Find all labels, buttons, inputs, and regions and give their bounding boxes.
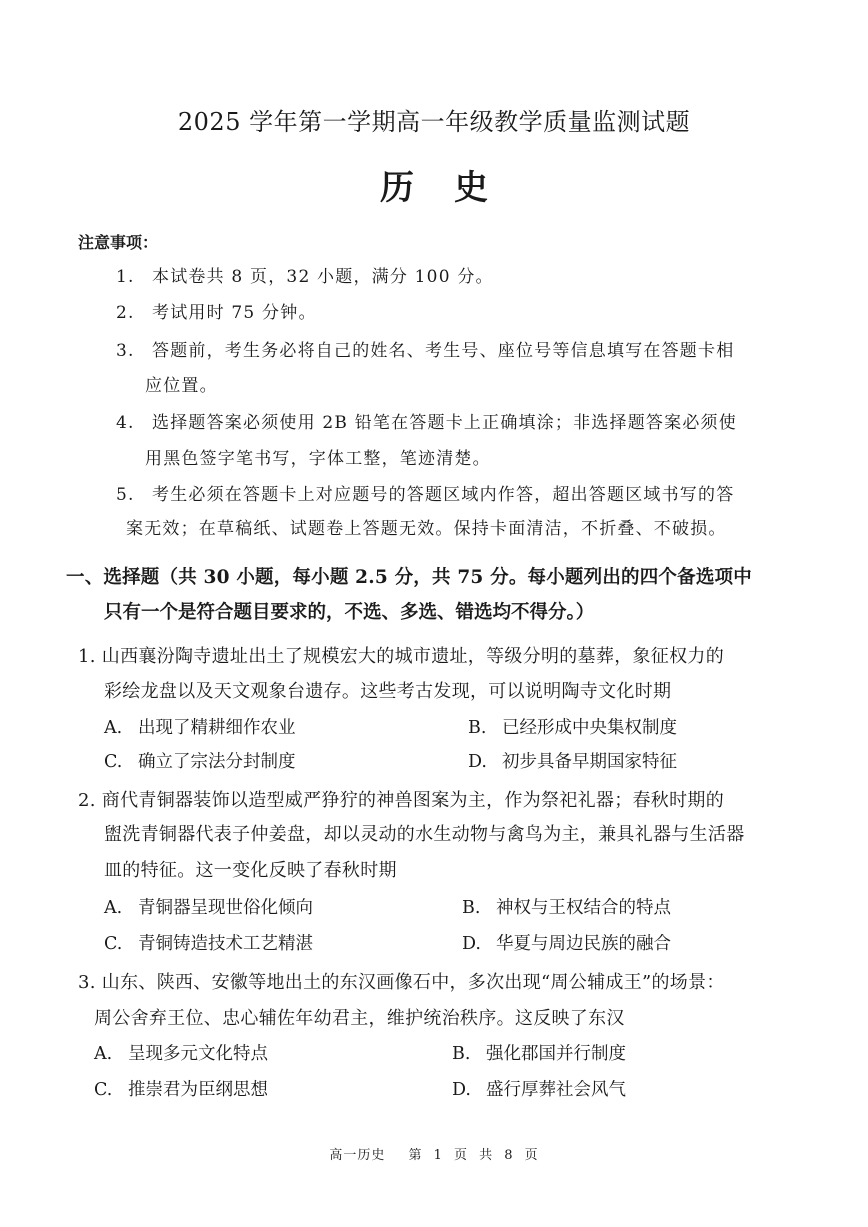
- option-key: B.: [462, 898, 481, 918]
- notice-item-text-cont: 案无效；在草稿纸、试题卷上答题无效。保持卡面清洁，不折叠、不破损。: [126, 519, 727, 539]
- option-key: D.: [452, 1080, 471, 1100]
- option-text: 青铜铸造技术工艺精湛: [138, 934, 313, 954]
- option-key: A.: [94, 1044, 113, 1064]
- question-3-option-c[interactable]: [94, 1076, 268, 1101]
- question-2-option-c[interactable]: [104, 930, 313, 955]
- notice-item-text: 本试卷共 8 页，32 小题，满分 100 分。: [152, 267, 494, 287]
- footer-course: 高一历史: [329, 1148, 386, 1163]
- notice-item: [78, 408, 737, 433]
- option-text: 神权与王权结合的特点: [496, 898, 671, 918]
- question-1-option-b[interactable]: [468, 714, 677, 739]
- notice-item-text: 考生必须在答题卡上对应题号的答题区域内作答，超出答题区域书写的答: [152, 485, 735, 505]
- option-key: B.: [468, 718, 487, 738]
- notice-item-text-cont: 应位置。: [145, 376, 218, 396]
- notice-item-text: 选择题答案必须使用 2B 铅笔在答题卡上正确填涂；非选择题答案必须使: [152, 413, 737, 433]
- question-1-option-d[interactable]: [468, 748, 677, 773]
- page-footer: [0, 1144, 868, 1163]
- option-text: 确立了宗法分封制度: [138, 752, 296, 772]
- notice-item: [78, 298, 317, 323]
- option-text: 华夏与周边民族的融合: [496, 934, 671, 954]
- question-3-option-a[interactable]: [94, 1040, 268, 1065]
- question-1-stem-cont: 彩绘龙盘以及天文观象台遗存。这些考古发现，可以说明陶寺文化时期: [104, 681, 672, 702]
- option-text: 呈现多元文化特点: [128, 1044, 268, 1064]
- question-1-option-a[interactable]: [104, 714, 296, 739]
- option-key: C.: [104, 934, 123, 954]
- question-3-stem: 3. 山东、陕西、安徽等地出土的东汉画像石中，多次出现“周公辅成王”的场景：: [78, 972, 725, 993]
- option-key: A.: [104, 718, 123, 738]
- notice-heading: 注意事项：: [78, 233, 159, 252]
- question-3-stem-cont: 周公舍弃王位、忠心辅佐年幼君主，维护统治秩序。这反映了东汉: [94, 1008, 625, 1029]
- section-heading: 一、选择题（共 30 小题，每小题 2.5 分，共 75 分。每小题列出的四个备选项中: [66, 567, 752, 588]
- option-key: D.: [468, 752, 487, 772]
- question-1-option-c[interactable]: [104, 748, 296, 773]
- notice-item-number: 4.: [116, 413, 135, 433]
- question-2-stem-cont: 盥洗青铜器代表子仲姜盘，却以灵动的水生动物与禽鸟为主，兼具礼器与生活器: [104, 824, 745, 845]
- notice-item-number: 2.: [116, 303, 135, 323]
- exam-title: 2025 学年第一学期高一年级教学质量监测试题: [177, 108, 691, 136]
- notice-item: [78, 336, 734, 361]
- option-key: C.: [104, 752, 123, 772]
- notice-item-number: 5.: [116, 485, 135, 505]
- notice-item-text: 答题前，考生务必将自己的姓名、考生号、座位号等信息填写在答题卡相: [152, 341, 735, 361]
- question-2-option-b[interactable]: [462, 894, 671, 919]
- notice-item: [78, 480, 734, 505]
- question-1-stem: 1. 山西襄汾陶寺遗址出土了规模宏大的城市遗址，等级分明的墓葬，象征权力的: [78, 646, 724, 667]
- question-2-option-a[interactable]: [104, 894, 313, 919]
- question-3-option-b[interactable]: [452, 1040, 626, 1065]
- option-text: 盛行厚葬社会风气: [486, 1080, 626, 1100]
- option-key: D.: [462, 934, 481, 954]
- question-2-stem: 2. 商代青铜器装饰以造型威严狰狞的神兽图案为主，作为祭祀礼器；春秋时期的: [78, 790, 724, 811]
- notice-item-number: 1.: [116, 267, 135, 287]
- notice-item: [78, 262, 494, 287]
- question-3-option-d[interactable]: [452, 1076, 626, 1101]
- option-key: C.: [94, 1080, 113, 1100]
- question-2-stem-cont: 皿的特征。这一变化反映了春秋时期: [104, 860, 397, 881]
- option-text: 青铜器呈现世俗化倾向: [138, 898, 313, 918]
- option-text: 出现了精耕细作农业: [138, 718, 296, 738]
- question-2-option-d[interactable]: [462, 930, 671, 955]
- footer-page-number: 第 1 页 共 8 页: [408, 1148, 539, 1163]
- notice-item-text: 考试用时 75 分钟。: [152, 303, 317, 323]
- option-text: 强化郡国并行制度: [486, 1044, 626, 1064]
- section-heading-cont: 只有一个是符合题目要求的，不选、多选、错选均不得分。）: [104, 602, 595, 623]
- option-text: 初步具备早期国家特征: [502, 752, 677, 772]
- option-text: 已经形成中央集权制度: [502, 718, 677, 738]
- notice-item-text-cont: 用黑色签字笔书写，字体工整，笔迹清楚。: [145, 449, 491, 469]
- option-text: 推崇君为臣纲思想: [128, 1080, 268, 1100]
- subject-heading: 历史: [380, 168, 528, 208]
- option-key: A.: [104, 898, 123, 918]
- option-key: B.: [452, 1044, 471, 1064]
- notice-item-number: 3.: [116, 341, 135, 361]
